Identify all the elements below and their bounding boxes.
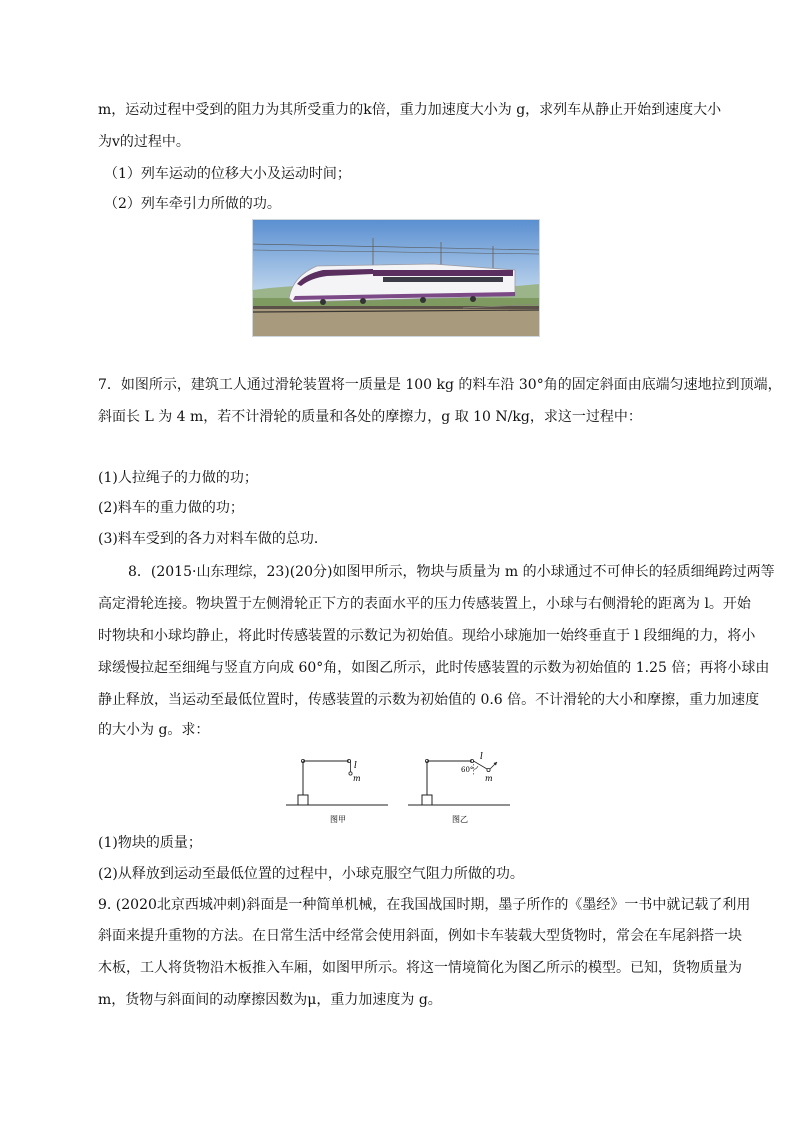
q6-line-1: m，运动过程中受到的阻力为其所受重力的k倍，重力加速度大小为 g，求列车从静止开始到速度大小	[98, 102, 722, 118]
q8-line-4: 球缓慢拉起至细绳与竖直方向成 60°角，如图乙所示，此时传感装置的示数为初始值的 1.25 倍；再将小球由	[98, 660, 770, 676]
figure-a-diagram	[286, 759, 388, 824]
q6-part-1: （1）列车运动的位移大小及运动时间；	[104, 166, 351, 182]
q8-line-1: 8．(2015·山东理综，23)(20分)如图甲所示，物块与质量为 m 的小球通过不可伸长的轻质细绳跨过两等	[128, 564, 775, 580]
fig-b-label-l: l	[480, 752, 483, 762]
fig-a-caption: 图甲	[330, 815, 346, 824]
fig-b-label-angle: 60°	[461, 766, 474, 774]
q9-line-1: 9. (2020北京西城冲刺)斜面是一种简单机械，在我国战国时期，墨子所作的《墨经》一书中就记载了利用	[98, 897, 751, 913]
fig-a-label-m: m	[353, 774, 361, 783]
q8-line-5: 静止释放，当运动至最低位置时，传感装置的示数为初始值的 0.6 倍。不计滑轮的大小和摩擦，重力加速度	[98, 692, 760, 708]
q9-line-2: 斜面来提升重物的方法。在日常生活中经常会使用斜面，例如卡车装载大型货物时，常会在车尾斜搭一块	[98, 928, 742, 944]
q8-line-3: 时物块和小球均静止，将此时传感装置的示数记为初始值。现给小球施加一始终垂直于 l 段细绳的力，将小	[98, 628, 756, 644]
q9-line-3: 木板，工人将货物沿木板推入车厢，如图甲所示。将这一情境简化为图乙所示的模型。已知，货物质量为	[98, 960, 742, 976]
q8-part-2: (2)从释放到运动至最低位置的过程中，小球克服空气阻力所做的功。	[98, 866, 524, 882]
q7-part-2: (2)料车的重力做的功；	[98, 500, 244, 516]
q9-line-4: m，货物与斜面间的动摩擦因数为μ，重力加速度为 g。	[98, 992, 442, 1008]
train-photo	[252, 219, 540, 337]
q8-part-1: (1)物块的质量；	[98, 835, 202, 851]
fig-a-label-l: l	[354, 761, 357, 771]
q8-line-6: 的大小为 g。求：	[98, 722, 210, 738]
q6-line-2: 为v的过程中。	[98, 134, 190, 150]
fig-b-label-m: m	[485, 774, 493, 783]
figure-b-diagram	[408, 752, 510, 824]
pulley-diagrams	[282, 745, 512, 827]
q6-part-2: （2）列车牵引力所做的功。	[104, 196, 281, 212]
q7-line-2: 斜面长 L 为 4 m，若不计滑轮的质量和各处的摩擦力，g 取 10 N/kg，求这一过程中：	[98, 409, 642, 425]
q7-part-3: (3)料车受到的各力对料车做的总功．	[98, 531, 328, 547]
fig-b-caption: 图乙	[452, 815, 468, 824]
q7-part-1: (1)人拉绳子的力做的功；	[98, 470, 258, 486]
q7-line-1: 7．如图所示，建筑工人通过滑轮装置将一质量是 100 kg 的料车沿 30°角的固定斜面由底端匀速地拉到顶端，	[98, 377, 782, 393]
q8-line-2: 高定滑轮连接。物块置于左侧滑轮正下方的表面水平的压力传感装置上，小球与右侧滑轮的距离为 l。开始	[98, 596, 751, 612]
